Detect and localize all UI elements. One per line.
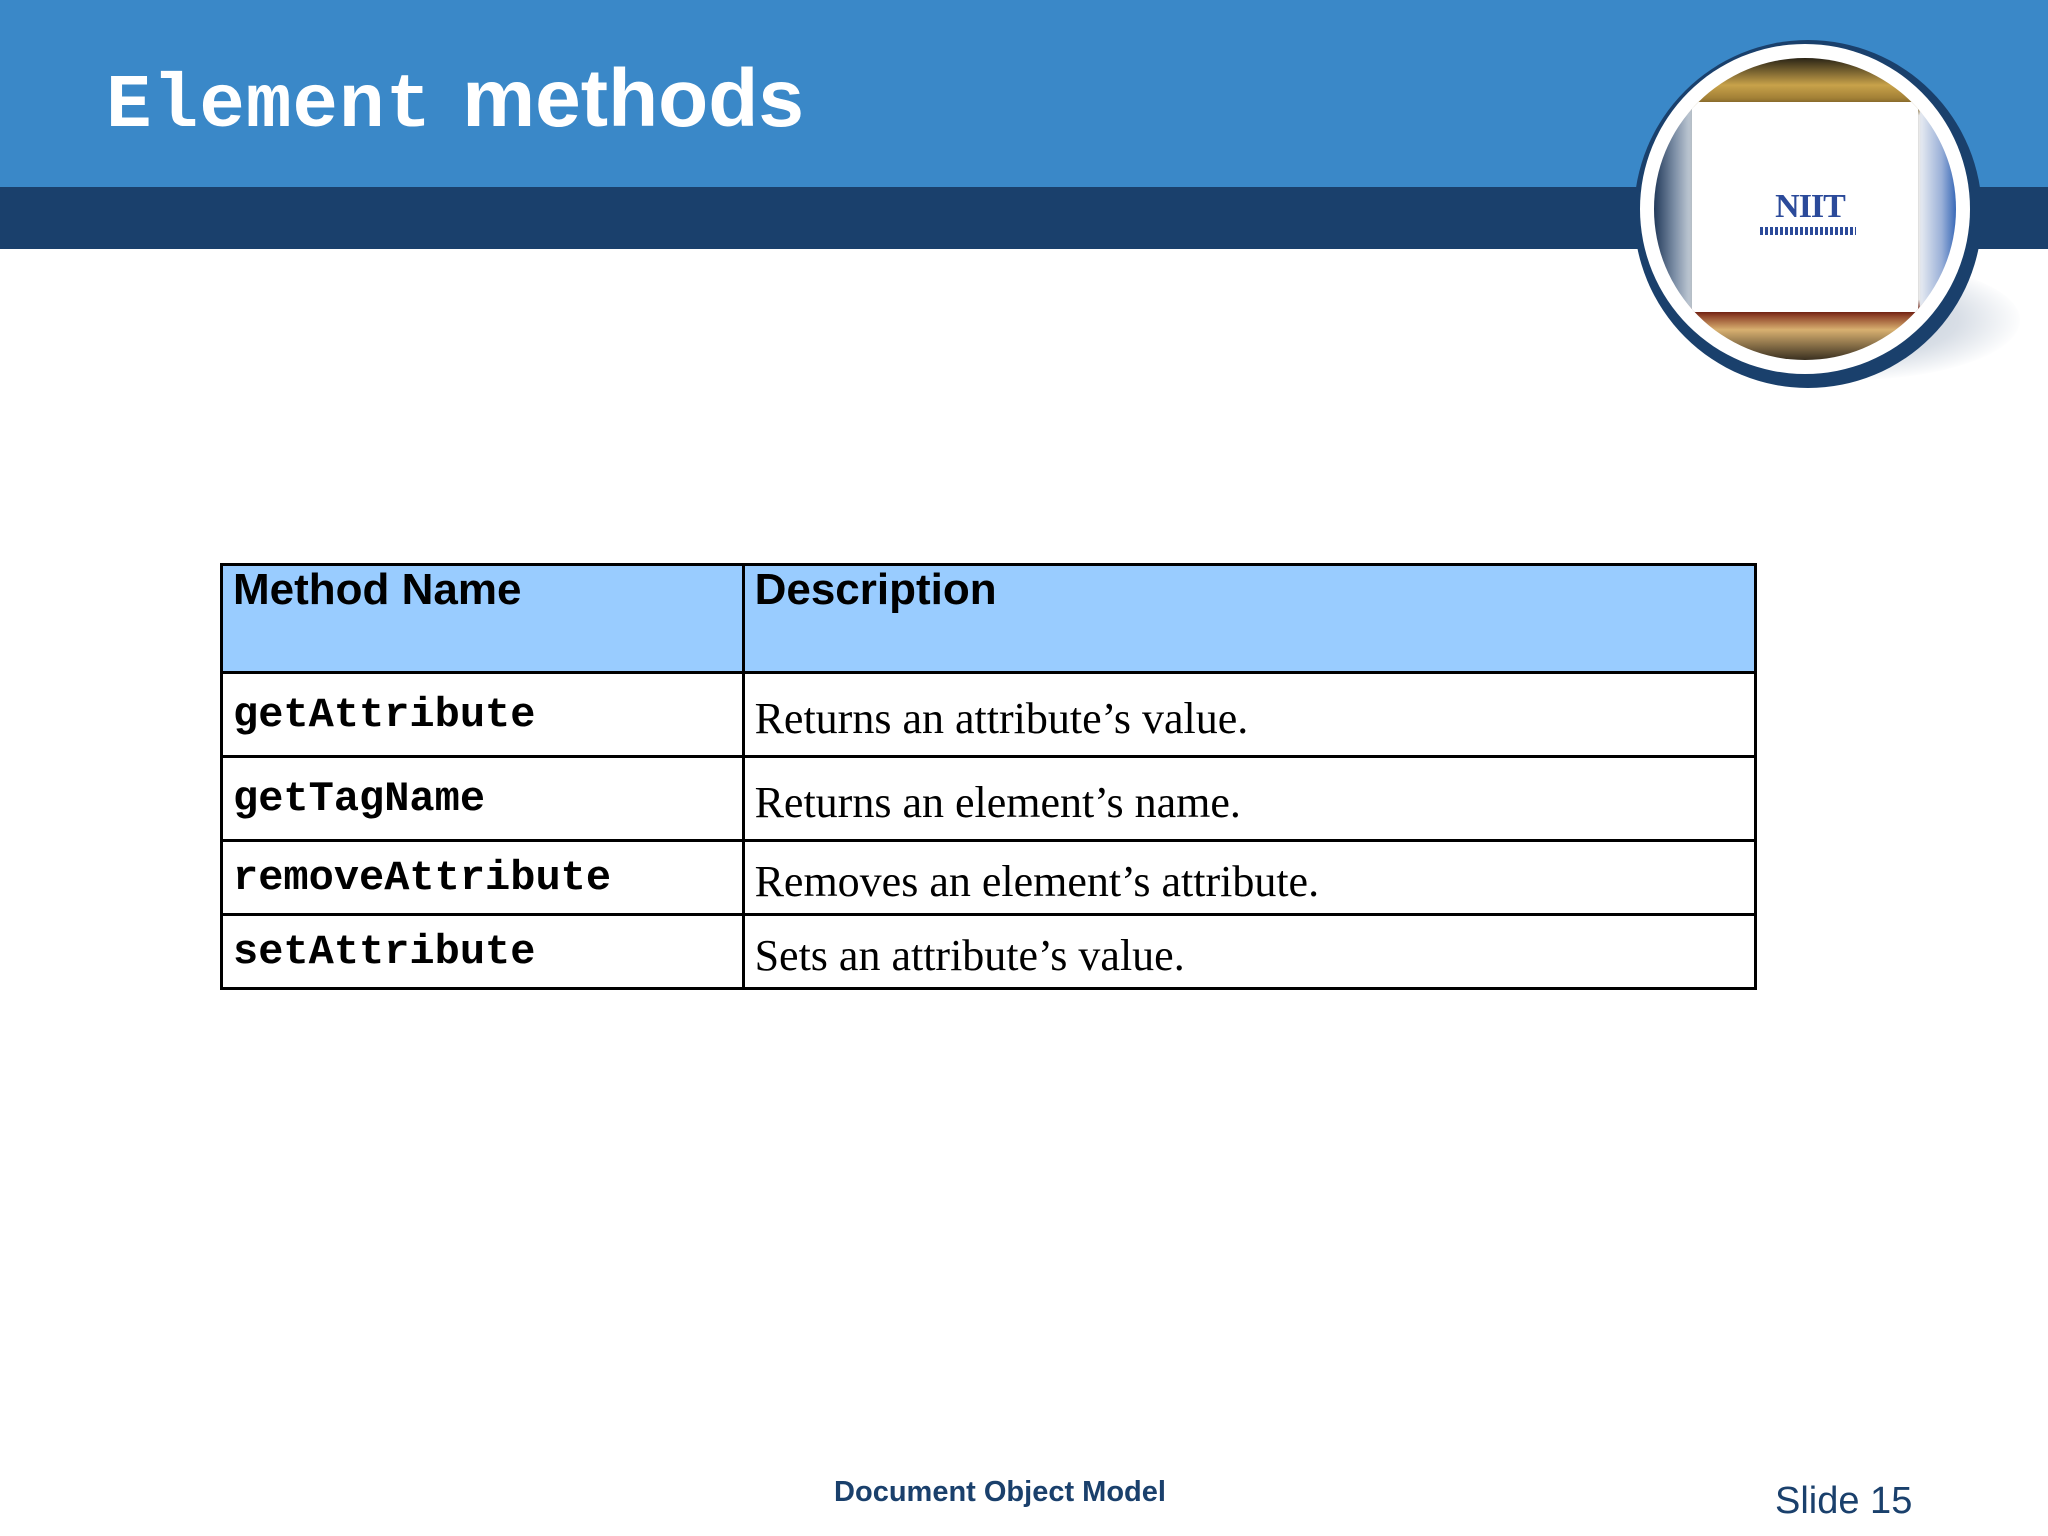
method-cell xyxy=(222,673,744,757)
description-cell xyxy=(743,673,1755,757)
method-description: Returns an element’s name. xyxy=(754,778,1241,827)
table-header-row xyxy=(222,565,1756,673)
method-cell xyxy=(222,915,744,989)
table-row xyxy=(222,915,1756,989)
method-cell xyxy=(222,757,744,841)
method-name: getTagName xyxy=(233,774,486,823)
methods-table xyxy=(220,563,1757,990)
method-cell xyxy=(222,841,744,915)
description-cell xyxy=(743,915,1755,989)
method-name: getAttribute xyxy=(233,690,536,739)
method-description: Sets an attribute’s value. xyxy=(754,931,1185,980)
table-row xyxy=(222,841,1756,915)
slide-number: Slide 15 xyxy=(1775,1480,1913,1522)
title-code: Element xyxy=(106,63,433,149)
table-row xyxy=(222,673,1756,757)
slide-title xyxy=(106,52,804,152)
method-name: removeAttribute xyxy=(233,853,612,902)
method-description: Returns an attribute’s value. xyxy=(754,694,1249,743)
footer-title: Document Object Model xyxy=(834,1476,1166,1508)
niit-logo-tagline xyxy=(1760,227,1856,235)
method-name: setAttribute xyxy=(233,927,536,976)
title-word: methods xyxy=(462,53,804,144)
description-cell xyxy=(743,841,1755,915)
header-description: Description xyxy=(743,565,1755,673)
table-row xyxy=(222,757,1756,841)
description-cell xyxy=(743,757,1755,841)
niit-logo-text: NIIT xyxy=(1775,188,1845,225)
header-method-name: Method Name xyxy=(222,565,744,673)
logo-photo-left xyxy=(1654,98,1694,328)
method-description: Removes an element’s attribute. xyxy=(754,857,1320,906)
logo-photo-right xyxy=(1920,98,1956,328)
